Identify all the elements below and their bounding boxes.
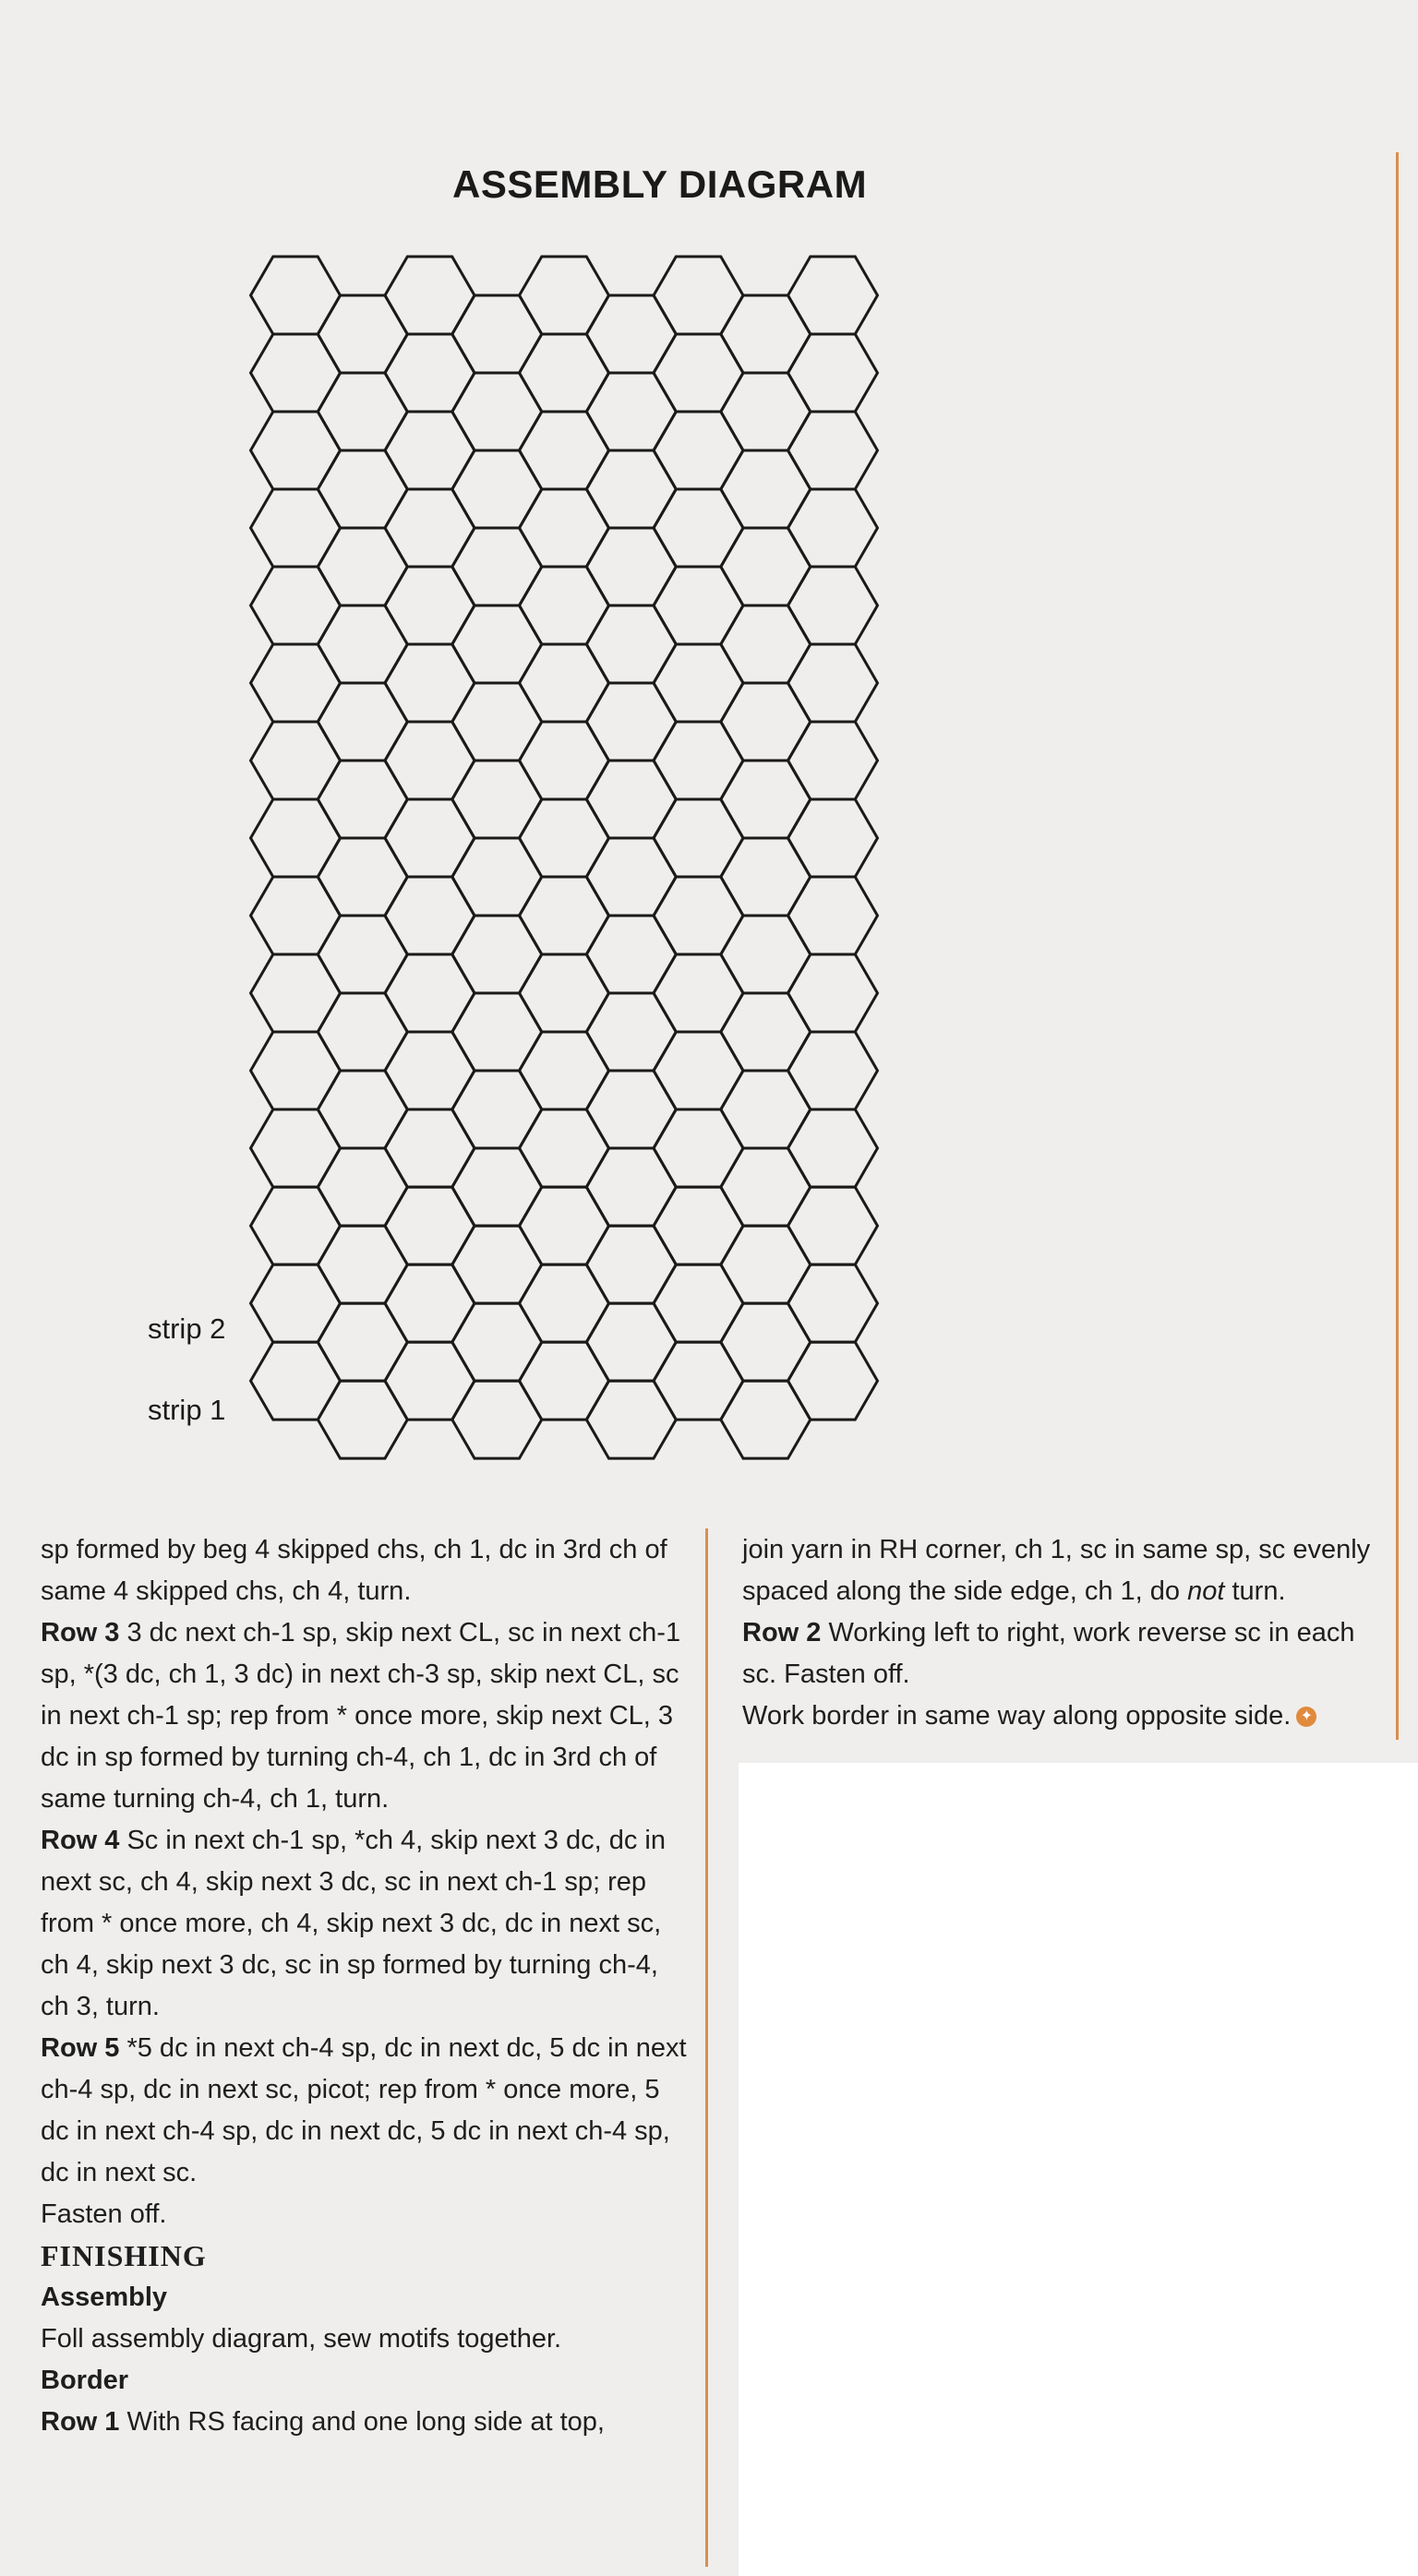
hex-motif [788, 644, 878, 722]
hex-motif [318, 916, 407, 993]
hex-motif [721, 1226, 811, 1303]
hex-motif [385, 257, 475, 334]
hex-motif [520, 567, 609, 644]
hex-motif [520, 489, 609, 567]
hex-motif [788, 412, 878, 489]
hex-motif [788, 489, 878, 567]
closing-text: Work border in same way along opposite side. [742, 1701, 1292, 1731]
hex-motif [520, 334, 609, 412]
hex-motif [586, 295, 676, 373]
hex-motif [654, 412, 743, 489]
hex-motif [654, 722, 743, 799]
hex-motif [788, 334, 878, 412]
hex-motif [654, 1342, 743, 1420]
finishing-heading: FINISHING [41, 2239, 207, 2272]
border-continuation-paragraph [742, 1529, 1374, 1612]
hex-motif [318, 1071, 407, 1148]
hex-motif [586, 838, 676, 916]
hex-motif [385, 412, 475, 489]
hex-motif [721, 373, 811, 450]
hex-motif [721, 683, 811, 761]
hex-motif [385, 644, 475, 722]
hex-motif [586, 1226, 676, 1303]
row-4-label: Row 4 [41, 1826, 120, 1855]
hex-motif [385, 877, 475, 954]
hex-motif [318, 605, 407, 683]
hex-motif [251, 1109, 341, 1187]
border-continuation-emphasis: not [1187, 1576, 1225, 1606]
hex-motif [251, 1342, 341, 1420]
border-row-1-paragraph [41, 2402, 687, 2443]
hex-motif [721, 605, 811, 683]
hex-motif [452, 683, 542, 761]
border-row-1-label: Row 1 [41, 2407, 120, 2437]
hex-motif [318, 993, 407, 1071]
row-3-paragraph [41, 1612, 687, 1820]
hex-motif [654, 799, 743, 877]
hex-motif [788, 1264, 878, 1342]
hex-motif [654, 334, 743, 412]
hex-motif [721, 528, 811, 605]
left-text-column [41, 1529, 687, 2443]
hex-motif [251, 489, 341, 567]
hex-motif [318, 528, 407, 605]
hex-motif [452, 1226, 542, 1303]
hex-motif [654, 877, 743, 954]
hex-motif [385, 954, 475, 1032]
hex-motif [788, 799, 878, 877]
hex-motif [251, 334, 341, 412]
hex-motif [721, 761, 811, 838]
hex-motif [452, 761, 542, 838]
hex-motif [251, 412, 341, 489]
hex-motif [654, 1109, 743, 1187]
hex-motif [452, 1381, 542, 1458]
hex-motif [520, 954, 609, 1032]
hex-motif [586, 1071, 676, 1148]
hex-motif [251, 1187, 341, 1264]
hex-motif [788, 1032, 878, 1109]
border-row-2-label: Row 2 [742, 1618, 822, 1647]
hex-motif [788, 1187, 878, 1264]
row-5-paragraph [41, 2028, 687, 2194]
hex-motif [251, 1264, 341, 1342]
hex-motif [452, 916, 542, 993]
hex-motif [452, 1071, 542, 1148]
hex-motif [586, 1148, 676, 1226]
hex-motif [520, 1187, 609, 1264]
row-5-text: *5 dc in next ch-4 sp, dc in next dc, 5 dc in next ch-4 sp, dc in next sc, picot; rep from * once more, 5 dc in next ch-4 sp, dc in next dc, 5 dc in next ch-4 sp, dc in next sc. [41, 2033, 687, 2187]
row-4-paragraph [41, 1820, 687, 2028]
hex-motif [318, 1226, 407, 1303]
hex-motif [318, 1148, 407, 1226]
hex-motif [318, 761, 407, 838]
hex-motif [721, 450, 811, 528]
hex-motif [452, 993, 542, 1071]
hex-motif [654, 489, 743, 567]
hex-motif [452, 1303, 542, 1381]
border-continuation-text-a: join yarn in RH corner, ch 1, sc in same sp, sc evenly spaced along the side edge, ch 1, do [742, 1535, 1371, 1606]
hex-motif [721, 1381, 811, 1458]
hex-motif [318, 450, 407, 528]
hex-motif [385, 567, 475, 644]
hex-motif [520, 257, 609, 334]
hex-motif [586, 993, 676, 1071]
hex-motif [586, 1303, 676, 1381]
border-row-2-text: Working left to right, work reverse sc in each sc. Fasten off. [742, 1618, 1355, 1689]
hex-motif [251, 257, 341, 334]
hex-motif [452, 1148, 542, 1226]
border-row-2-paragraph [742, 1612, 1374, 1695]
hex-motif [586, 373, 676, 450]
hex-motif [251, 722, 341, 799]
hex-motif [654, 567, 743, 644]
hex-motif [318, 838, 407, 916]
border-row-1-text: With RS facing and one long side at top, [119, 2407, 605, 2437]
closing-paragraph [742, 1695, 1374, 1737]
column-rule-bottom [705, 1528, 708, 2567]
hex-motif [654, 954, 743, 1032]
hex-motif [721, 916, 811, 993]
row-4-text: Sc in next ch-1 sp, *ch 4, skip next 3 dc, dc in next sc, ch 4, skip next 3 dc, sc in next ch-1 sp; rep from * once more, ch 4, skip next 3 dc, dc in next sc, ch 4, skip next 3 dc, sc in sp formed by turning ch-4, ch 3, turn. [41, 1826, 666, 2021]
hex-motif [788, 1342, 878, 1420]
hex-motif [452, 528, 542, 605]
hex-motif [385, 1342, 475, 1420]
hex-motif [452, 295, 542, 373]
hex-motif [251, 1032, 341, 1109]
hex-motif [788, 954, 878, 1032]
hex-motif [586, 528, 676, 605]
strip-2-label: strip 2 [148, 1312, 226, 1345]
hex-motif [385, 799, 475, 877]
hex-motif [452, 838, 542, 916]
assembly-text: Foll assembly diagram, sew motifs together. [41, 2324, 562, 2354]
hex-motif [251, 567, 341, 644]
fasten-off-text: Fasten off. [41, 2199, 167, 2229]
column-rule-top [1396, 152, 1399, 1740]
hex-motif [520, 1109, 609, 1187]
hex-motif [385, 722, 475, 799]
hex-motif [788, 877, 878, 954]
hex-motif [385, 1109, 475, 1187]
hex-motif [654, 644, 743, 722]
hex-motif [385, 334, 475, 412]
hex-motif [721, 1148, 811, 1226]
hex-motif [452, 373, 542, 450]
hex-motif [520, 644, 609, 722]
hex-motif [385, 1032, 475, 1109]
hex-motif [520, 722, 609, 799]
hex-motif [721, 1303, 811, 1381]
hex-motif [721, 295, 811, 373]
hex-motif [721, 993, 811, 1071]
hex-motif [318, 295, 407, 373]
hex-motif [586, 1381, 676, 1458]
hex-motif [586, 683, 676, 761]
row-3-text: 3 dc next ch-1 sp, skip next CL, sc in next ch-1 sp, *(3 dc, ch 1, 3 dc) in next ch-3 sp, skip next CL, sc in next ch-1 sp; rep from * once more, skip next CL, 3 dc in sp formed by turning ch-4, ch 1, dc in 3rd ch of same turning ch-4, ch 1, turn. [41, 1618, 681, 1814]
hex-motif [385, 1264, 475, 1342]
hex-motif [385, 1187, 475, 1264]
hex-motif [251, 954, 341, 1032]
hex-motif [586, 605, 676, 683]
hex-motif [385, 489, 475, 567]
hex-motif [654, 1264, 743, 1342]
hex-motif [318, 373, 407, 450]
continuation-paragraph: sp formed by beg 4 skipped chs, ch 1, dc in 3rd ch of same 4 skipped chs, ch 4, turn. [41, 1535, 667, 1606]
hex-motif [520, 877, 609, 954]
assembly-heading: Assembly [41, 2282, 168, 2312]
hex-motif [654, 1187, 743, 1264]
hex-motif [251, 644, 341, 722]
hex-motif [452, 450, 542, 528]
hex-motif [251, 877, 341, 954]
border-heading: Border [41, 2366, 129, 2395]
hex-motif [452, 605, 542, 683]
strip-1-label: strip 1 [148, 1394, 226, 1426]
hex-motif [318, 1303, 407, 1381]
hex-motif [520, 1264, 609, 1342]
hex-motif [788, 567, 878, 644]
hex-motif [788, 257, 878, 334]
border-continuation-text-b: turn. [1224, 1576, 1286, 1606]
row-3-label: Row 3 [41, 1618, 120, 1647]
hex-motif [654, 257, 743, 334]
hex-motif [251, 799, 341, 877]
hex-motif [318, 683, 407, 761]
end-of-article-icon: ✦ [1296, 1707, 1316, 1727]
right-text-column [742, 1529, 1374, 1737]
hex-motif [654, 1032, 743, 1109]
hex-motif [586, 761, 676, 838]
diagram-title: ASSEMBLY DIAGRAM [452, 162, 868, 206]
row-5-label: Row 5 [41, 2033, 120, 2063]
hex-motif [788, 1109, 878, 1187]
hex-motif [788, 722, 878, 799]
hex-motif [520, 1032, 609, 1109]
hex-motif [520, 799, 609, 877]
hex-motif [520, 412, 609, 489]
hex-motif [721, 1071, 811, 1148]
hex-motif [318, 1381, 407, 1458]
hex-motif [586, 450, 676, 528]
hex-motif [586, 916, 676, 993]
hex-motif [520, 1342, 609, 1420]
hex-motif [721, 838, 811, 916]
